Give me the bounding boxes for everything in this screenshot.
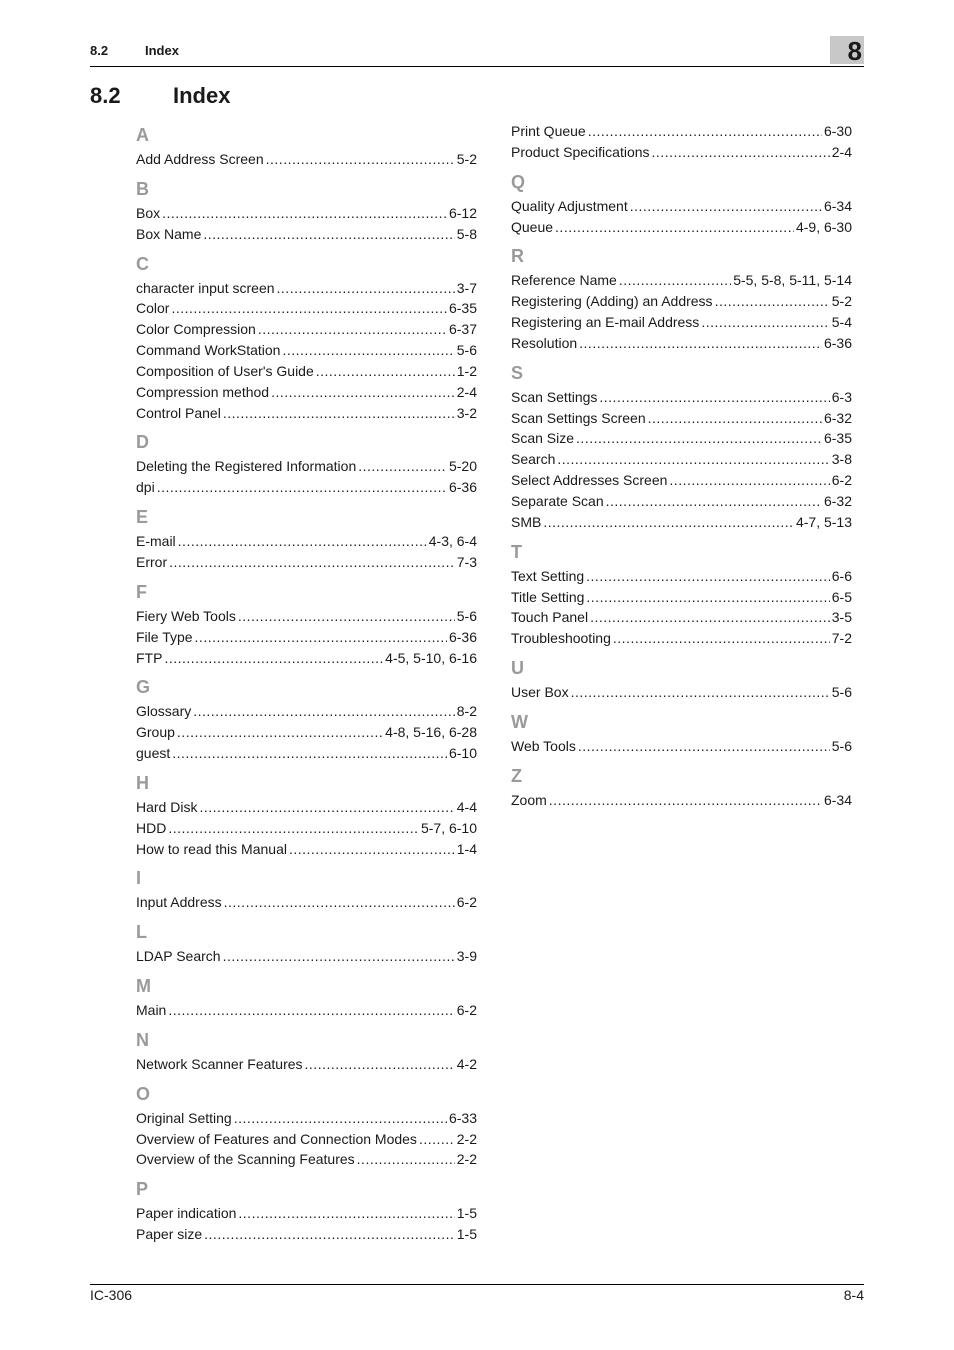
index-page-ref: 5-8: [456, 225, 477, 242]
index-page-ref: 5-4: [831, 314, 852, 331]
index-term: Registering (Adding) an Address: [511, 293, 713, 310]
index-page-ref: 5-2: [831, 293, 852, 310]
index-term: Separate Scan: [511, 492, 604, 509]
dot-leader: [606, 491, 822, 512]
index-entry: [136, 203, 477, 224]
index-term: File Type: [136, 628, 193, 645]
index-term: Overview of Features and Connection Modes: [136, 1130, 417, 1147]
index-letter-heading: E: [136, 507, 149, 528]
index-entry: [136, 278, 477, 299]
dot-leader: [316, 361, 455, 382]
index-group: [511, 654, 852, 703]
index-term: Compression method: [136, 383, 270, 400]
index-page-ref: 6-34: [823, 197, 852, 214]
index-group: [136, 918, 477, 967]
index-group: [136, 673, 477, 764]
index-term: Scan Settings Screen: [511, 409, 646, 426]
index-page-ref: 1-5: [456, 1205, 477, 1222]
index-entry: [136, 946, 477, 967]
dot-leader: [588, 121, 822, 142]
index-term: Text Setting: [511, 567, 585, 584]
header-section-name: Index: [145, 43, 179, 58]
index-page-ref: 1-2: [456, 362, 477, 379]
dot-leader: [271, 382, 455, 403]
index-term: Zoom: [511, 791, 547, 808]
index-entry: [136, 361, 477, 382]
dot-leader: [162, 203, 447, 224]
index-term: LDAP Search: [136, 948, 221, 965]
index-group: [511, 538, 852, 649]
index-page-ref: 6-5: [831, 588, 852, 605]
dot-leader: [543, 512, 794, 533]
dot-leader: [204, 1224, 455, 1245]
dot-leader: [630, 196, 822, 217]
index-entry: [136, 818, 477, 839]
index-letter-heading: U: [511, 658, 524, 679]
dot-leader: [223, 403, 455, 424]
dot-leader: [178, 531, 427, 552]
index-entry: [511, 291, 852, 312]
index-term: Registering an E-mail Address: [511, 314, 700, 331]
index-entry: [136, 648, 477, 669]
index-page-ref: 2-4: [831, 143, 852, 160]
index-term: character input screen: [136, 279, 275, 296]
index-group: [136, 864, 477, 913]
index-page-ref: 4-3, 6-4: [428, 533, 477, 550]
dot-leader: [258, 319, 447, 340]
index-page-ref: 2-2: [456, 1130, 477, 1147]
index-term: Reference Name: [511, 272, 617, 289]
index-page-ref: 3-8: [831, 451, 852, 468]
index-entry: [136, 606, 477, 627]
dot-leader: [203, 224, 454, 245]
index-term: Resolution: [511, 334, 578, 351]
index-group: [136, 1175, 477, 1245]
index-page-ref: 5-5, 5-8, 5-11, 5-14: [733, 272, 852, 289]
index-letter-heading: R: [511, 246, 524, 267]
index-term: Quality Adjustment: [511, 197, 628, 214]
dot-leader: [289, 839, 455, 860]
index-entry: [136, 839, 477, 860]
index-term: Product Specifications: [511, 143, 650, 160]
index-page-ref: 6-36: [448, 628, 477, 645]
index-letter-heading: P: [136, 1179, 149, 1200]
index-term: Command WorkStation: [136, 342, 281, 359]
index-letter-heading: O: [136, 1083, 151, 1104]
dot-leader: [168, 818, 419, 839]
page-title-text: Index: [173, 83, 231, 108]
index-page-ref: 1-4: [456, 840, 477, 857]
index-entry: [511, 428, 852, 449]
index-page-ref: 7-2: [831, 630, 852, 647]
index-page-ref: 2-2: [456, 1151, 477, 1168]
index-term: E-mail: [136, 533, 176, 550]
page-title-number: 8.2: [90, 83, 121, 108]
index-term: Control Panel: [136, 404, 221, 421]
index-term: guest: [136, 745, 171, 762]
index-entry: [511, 628, 852, 649]
index-term: Print Queue: [511, 123, 586, 139]
index-term: Select Addresses Screen: [511, 472, 668, 489]
dot-leader: [199, 797, 454, 818]
index-letter-heading: S: [511, 362, 524, 383]
index-term: Overview of the Scanning Features: [136, 1151, 355, 1168]
index-entry: [136, 340, 477, 361]
dot-leader: [648, 408, 822, 429]
index-page-ref: 6-2: [831, 472, 852, 489]
index-column-right: [511, 121, 852, 811]
dot-leader: [557, 449, 829, 470]
index-term: Add Address Screen: [136, 151, 264, 167]
index-term: Composition of User's Guide: [136, 362, 314, 379]
index-entry: [136, 1054, 477, 1075]
dot-leader: [195, 627, 447, 648]
index-entry: [511, 312, 852, 333]
dot-leader: [619, 270, 731, 291]
index-group: [136, 121, 477, 170]
index-entry: [136, 477, 477, 498]
dot-leader: [669, 470, 829, 491]
index-entry: [136, 1203, 477, 1224]
index-page-ref: 5-20: [448, 458, 477, 475]
index-entry: [136, 298, 477, 319]
index-group: [511, 242, 852, 353]
index-page-ref: 6-35: [448, 300, 477, 317]
dot-leader: [177, 722, 383, 743]
index-letter-heading: F: [136, 581, 147, 602]
index-group: [511, 168, 852, 238]
index-page-ref: 4-7, 5-13: [795, 513, 852, 530]
index-letter-heading: T: [511, 541, 522, 562]
dot-leader: [549, 790, 822, 811]
index-letter-heading: H: [136, 772, 149, 793]
index-page-ref: 5-6: [456, 342, 477, 359]
index-term: Paper indication: [136, 1205, 237, 1222]
header-section-number: 8.2: [90, 43, 109, 58]
index-letter-heading: B: [136, 178, 149, 199]
index-group: [136, 972, 477, 1021]
index-entry: [136, 149, 477, 170]
index-term: Original Setting: [136, 1109, 232, 1126]
index-page-ref: 6-32: [823, 492, 852, 509]
index-term: Touch Panel: [511, 609, 589, 626]
index-entry: [511, 491, 852, 512]
index-page-ref: 3-9: [456, 948, 477, 965]
index-term: Search: [511, 451, 556, 468]
index-entry: [136, 1224, 477, 1245]
index-page-ref: 5-7, 6-10: [420, 819, 477, 836]
index-term: Queue: [511, 218, 554, 235]
index-page-ref: 6-2: [456, 894, 477, 911]
index-letter-heading: I: [136, 868, 142, 889]
index-entry: [511, 217, 852, 238]
dot-leader: [576, 428, 822, 449]
dot-leader: [419, 1129, 455, 1150]
index-letter-heading: M: [136, 976, 151, 997]
index-page-ref: 6-3: [831, 388, 852, 405]
index-page-ref: 3-2: [456, 404, 477, 421]
index-group: [136, 578, 477, 669]
dot-leader: [586, 566, 830, 587]
index-entry: [136, 224, 477, 245]
index-letter-heading: L: [136, 922, 147, 943]
dot-leader: [238, 1203, 454, 1224]
dot-leader: [171, 298, 447, 319]
index-entry: [136, 1000, 477, 1021]
index-page-ref: 4-4: [456, 798, 477, 815]
index-term: Troubleshooting: [511, 630, 611, 647]
dot-leader: [234, 1108, 447, 1129]
index-entry: [511, 333, 852, 354]
dot-leader: [701, 312, 829, 333]
index-page-ref: 1-5: [456, 1226, 477, 1243]
index-entry: [136, 403, 477, 424]
index-term: Error: [136, 553, 168, 570]
dot-leader: [157, 477, 447, 498]
index-group: [136, 250, 477, 424]
dot-leader: [164, 648, 383, 669]
index-page-ref: 5-6: [831, 684, 852, 701]
page-title: [90, 83, 230, 109]
index-entry: [136, 743, 477, 764]
index-letter-heading: Z: [511, 765, 522, 786]
index-page-ref: 3-5: [831, 609, 852, 626]
index-letter-heading: G: [136, 677, 151, 698]
index-term: Deleting the Registered Information: [136, 458, 357, 475]
index-term: Fiery Web Tools: [136, 607, 236, 624]
dot-leader: [715, 291, 830, 312]
index-letter-heading: A: [136, 125, 149, 145]
dot-leader: [223, 946, 455, 967]
index-page-ref: 5-6: [456, 607, 477, 624]
index-page-ref: 4-8, 5-16, 6-28: [385, 724, 477, 741]
index-page-ref: 6-6: [831, 567, 852, 584]
index-entry: [136, 797, 477, 818]
index-page-ref: 6-30: [823, 123, 852, 139]
index-page-ref: 7-3: [456, 553, 477, 570]
footer-page-number: 8-4: [843, 1287, 864, 1303]
dot-leader: [579, 333, 822, 354]
index-entry: [511, 470, 852, 491]
index-entry: [511, 736, 852, 757]
footer-model: IC-306: [90, 1287, 133, 1303]
index-letter-heading: W: [511, 711, 528, 732]
index-entry: [136, 627, 477, 648]
index-page-ref: 5-2: [456, 151, 477, 167]
index-entry: [511, 449, 852, 470]
index-group: [136, 428, 477, 498]
index-group: [136, 769, 477, 860]
index-group: [511, 762, 852, 811]
index-page-ref: 8-2: [456, 703, 477, 720]
index-entry: [511, 387, 852, 408]
index-entry: [136, 1149, 477, 1170]
dot-leader: [305, 1054, 455, 1075]
index-letter-heading: C: [136, 253, 149, 274]
index-group: [511, 708, 852, 757]
page-footer: [90, 1284, 864, 1303]
index-group: [136, 503, 477, 573]
running-header: [90, 36, 864, 67]
index-page-ref: 6-12: [448, 204, 477, 221]
index-column-left: [136, 121, 477, 1245]
index-entry: [136, 1129, 477, 1150]
dot-leader: [578, 736, 830, 757]
index-entry: [136, 722, 477, 743]
index-entry: [511, 607, 852, 628]
index-term: Group: [136, 724, 175, 741]
dot-leader: [613, 628, 830, 649]
index-term: Paper size: [136, 1226, 203, 1243]
index-entry: [511, 587, 852, 608]
index-entry: [511, 142, 852, 163]
index-page-ref: 6-32: [823, 409, 852, 426]
index-page-ref: 4-9, 6-30: [795, 218, 852, 235]
index-entry: [136, 892, 477, 913]
index-entry: [136, 1108, 477, 1129]
index-term: HDD: [136, 819, 167, 836]
dot-leader: [277, 278, 455, 299]
index-term: Color: [136, 300, 170, 317]
dot-leader: [193, 701, 455, 722]
index-entry: [511, 682, 852, 703]
index-entry: [511, 121, 852, 142]
index-entry: [511, 408, 852, 429]
chapter-tab: 8: [830, 36, 864, 64]
index-page-ref: 6-10: [448, 745, 477, 762]
index-entry: [136, 701, 477, 722]
index-term: Box: [136, 204, 161, 221]
index-term: dpi: [136, 479, 155, 496]
index-term: Input Address: [136, 894, 222, 911]
index-page-ref: 6-34: [823, 791, 852, 808]
index-group: [511, 359, 852, 533]
index-group: [136, 175, 477, 245]
index-entry: [511, 566, 852, 587]
index-term: Glossary: [136, 703, 192, 720]
index-page-ref: 5-6: [831, 737, 852, 754]
index-entry: [511, 790, 852, 811]
dot-leader: [586, 587, 829, 608]
index-page-ref: 4-2: [456, 1055, 477, 1072]
index-entry: [136, 552, 477, 573]
dot-leader: [358, 456, 447, 477]
dot-leader: [590, 607, 830, 628]
dot-leader: [238, 606, 455, 627]
dot-leader: [168, 1000, 454, 1021]
index-term: Web Tools: [511, 737, 576, 754]
index-entry: [511, 270, 852, 291]
dot-leader: [571, 682, 830, 703]
dot-leader: [652, 142, 830, 163]
index-term: Box Name: [136, 225, 202, 242]
index-letter-heading: N: [136, 1029, 149, 1050]
dot-leader: [266, 149, 455, 170]
index-entry: [511, 512, 852, 533]
index-term: Scan Size: [511, 430, 575, 447]
dot-leader: [357, 1149, 455, 1170]
dot-leader: [599, 387, 829, 408]
index-page-ref: 2-4: [456, 383, 477, 400]
index-page-ref: 6-37: [448, 321, 477, 338]
index-term: User Box: [511, 684, 569, 701]
index-group: [136, 1026, 477, 1075]
dot-leader: [555, 217, 794, 238]
index-page-ref: 6-2: [456, 1002, 477, 1019]
index-page-ref: 6-36: [448, 479, 477, 496]
index-page-ref: 6-35: [823, 430, 852, 447]
index-group: [511, 121, 852, 163]
index-term: FTP: [136, 649, 163, 666]
index-entry: [511, 196, 852, 217]
index-page-ref: 3-7: [456, 279, 477, 296]
dot-leader: [282, 340, 454, 361]
index-term: Hard Disk: [136, 798, 198, 815]
index-entry: [136, 531, 477, 552]
index-term: Main: [136, 1002, 167, 1019]
index-entry: [136, 456, 477, 477]
index-letter-heading: Q: [511, 171, 526, 192]
index-term: How to read this Manual: [136, 840, 287, 857]
index-entry: [136, 382, 477, 403]
dot-leader: [224, 892, 455, 913]
index-page-ref: 6-33: [448, 1109, 477, 1126]
dot-leader: [169, 552, 455, 573]
index-term: SMB: [511, 513, 542, 530]
index-entry: [136, 319, 477, 340]
index-term: Network Scanner Features: [136, 1055, 303, 1072]
dot-leader: [172, 743, 447, 764]
index-term: Color Compression: [136, 321, 256, 338]
index-group: [136, 1080, 477, 1171]
index-term: Title Setting: [511, 588, 585, 605]
index-letter-heading: D: [136, 432, 149, 453]
index-page-ref: 6-36: [823, 334, 852, 351]
index-page-ref: 4-5, 5-10, 6-16: [385, 649, 477, 666]
index-term: Scan Settings: [511, 388, 598, 405]
